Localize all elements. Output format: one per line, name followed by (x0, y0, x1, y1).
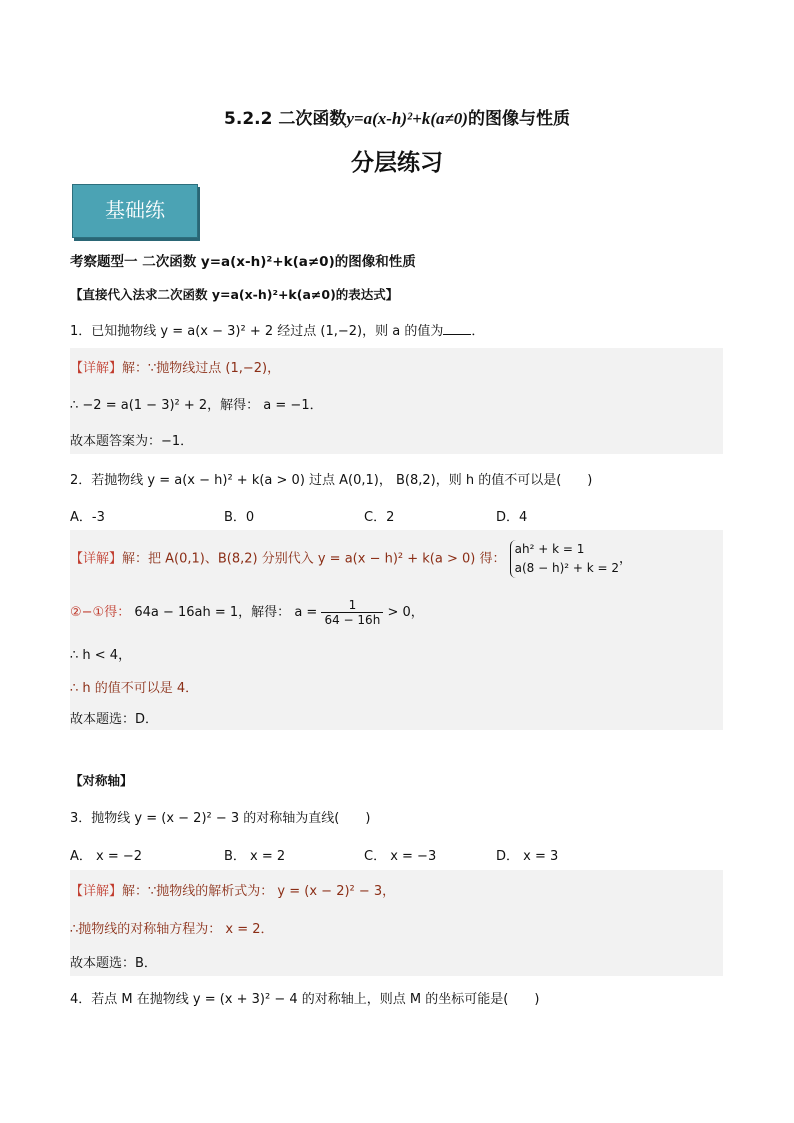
option-a: A． x = −2 (70, 849, 143, 864)
fraction-denominator: 64 − 16h (324, 613, 381, 627)
solution-box-3 (70, 870, 723, 976)
option-c: C． x = −3 (364, 849, 437, 864)
question-3-stem: 3．抛物线 y = (x − 2)² − 3 的对称轴为直线( ) (70, 811, 371, 826)
solution-2-line-3: ∴ h < 4， (70, 648, 132, 663)
option-b: B． x = 2 (224, 849, 286, 864)
question-2-options (70, 506, 730, 524)
option-b: B．0 (224, 510, 255, 525)
solution-1-line-3: 故本题答案为：−1． (70, 434, 194, 449)
equation-2: a(8 − h)² + k = 2 (514, 561, 620, 575)
fraction-numerator: 1 (321, 598, 383, 613)
solution-box-1 (70, 348, 723, 454)
solution-3-line-3: 故本题选：B． (70, 956, 157, 971)
solution-2-line-4: ∴ h 的值不可以是 4． (70, 681, 199, 696)
title-lead: 5.2.2 二次函数 (224, 109, 347, 129)
section-title: 考察题型一 二次函数 y=a(x-h)²+k(a≠0)的图像和性质 (70, 254, 416, 270)
solution-2-var: a = (294, 605, 318, 620)
question-1 (70, 320, 484, 339)
document-title (0, 104, 794, 129)
solution-1-line-2: ∴ −2 = a(1 − 3)² + 2，解得： a = −1． (70, 398, 323, 413)
solution-3-line-1 (70, 880, 395, 899)
option-a: A．-3 (70, 510, 105, 525)
topic-heading-axis: 【对称轴】 (70, 773, 133, 788)
fraction (321, 598, 383, 627)
option-d: D．4 (496, 510, 528, 525)
solution-3-text-1: 解：∵抛物线的解析式为： y = (x − 2)² − 3， (122, 884, 396, 899)
level-label-box: 基础练 (72, 184, 198, 238)
solution-1-text-1: 解：∵抛物线过点 (1,−2)， (122, 361, 281, 376)
step-label: ②−①得： (70, 605, 131, 620)
answer-blank (443, 323, 471, 335)
topic-heading-substitution: 【直接代入法求二次函数 y=a(x-h)²+k(a≠0)的表达式】 (70, 287, 399, 302)
solution-tag: 【详解】 (70, 884, 123, 899)
title-formula: y=a(x-h)²+k(a≠0) (346, 109, 468, 128)
question-3-options (70, 845, 730, 863)
solution-3-line-2: ∴抛物线的对称轴方程为： x = 2． (70, 922, 274, 937)
solution-tag: 【详解】 (70, 551, 123, 567)
solution-box-2 (70, 530, 723, 730)
equation-system (510, 540, 619, 578)
solution-2-line-2 (70, 598, 424, 627)
solution-2-text-2: 64a − 16ah = 1，解得： (134, 605, 291, 620)
solution-2-line-1 (70, 540, 632, 578)
question-1-end: ． (471, 324, 485, 339)
solution-2-ineq: > 0， (387, 605, 424, 620)
option-d: D． x = 3 (496, 849, 559, 864)
system-end: ， (619, 551, 633, 567)
solution-tag: 【详解】 (70, 361, 123, 376)
question-1-stem: 1．已知抛物线 y = a(x − 3)² + 2 经过点 (1,−2)，则 a 的值为 (70, 324, 444, 339)
solution-1-line-1 (70, 357, 280, 376)
question-4-stem: 4．若点 M 在抛物线 y = (x + 3)² − 4 的对称轴上，则点 M 的坐标可能是( ) (70, 992, 540, 1007)
solution-2-line-5: 故本题选：D． (70, 712, 159, 727)
solution-2-text-1: 解：把 A(0,1)、B(8,2) 分别代入 y = a(x − h)² + k(a > 0) 得： (122, 551, 506, 567)
document-subtitle: 分层练习 (351, 150, 443, 176)
option-c: C．2 (364, 510, 395, 525)
equation-1: ah² + k = 1 (514, 542, 585, 556)
question-2-stem: 2．若抛物线 y = a(x − h)² + k(a > 0) 过点 A(0,1)， B(8,2)，则 h 的值不可以是( ) (70, 473, 593, 488)
title-tail: 的图像与性质 (467, 109, 570, 129)
